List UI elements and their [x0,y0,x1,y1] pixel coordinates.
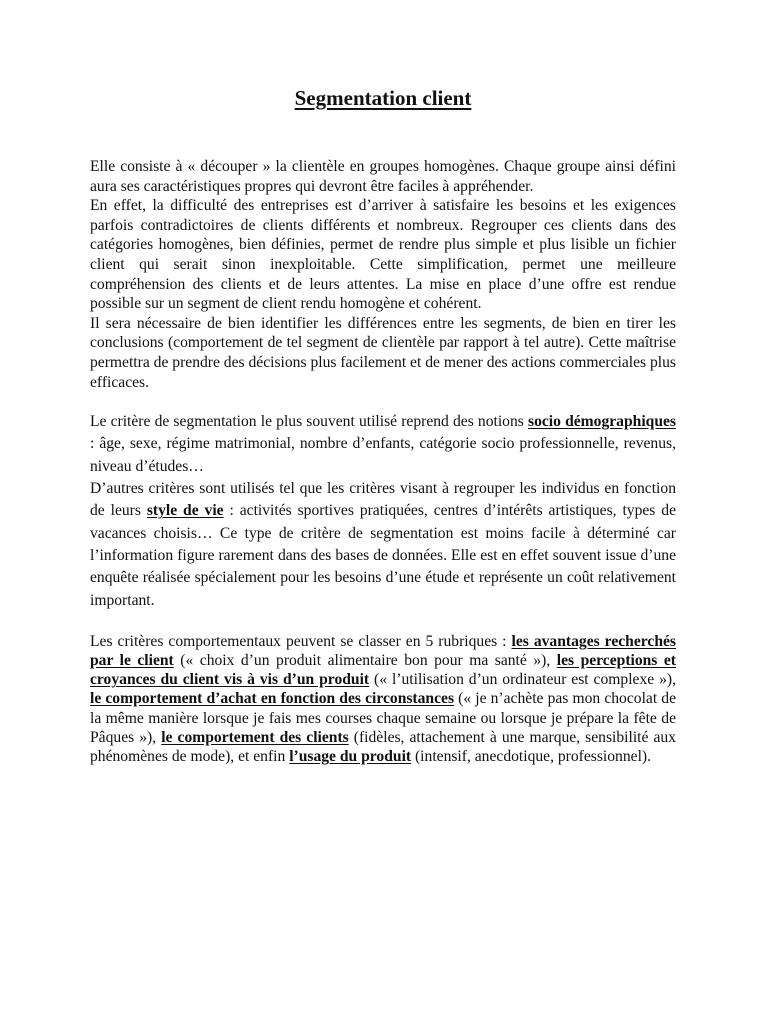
paragraph-definition: Elle consiste à « découper » la clientèle en groupes homogènes. Chaque groupe ainsi défini aura ses caractéristiques propres qui devront être faciles à appréhender. [90,158,676,195]
text-span: (« je n’achète pas mon chocolat de la même manière lorsque je fais mes courses chaque semaine ou lorsque je prépare la fête de Pâques »), [90,690,676,746]
text-span: : âge, sexe, régime matrimonial, nombre d’enfants, catégorie socio professionnelle, revenus, niveau d’études… [90,435,676,475]
keyword-usage-produit: l’usage du produit [289,748,412,766]
text-span: Le critère de segmentation le plus souvent utilisé reprend des notions [90,413,529,431]
paragraph-lifestyle [90,478,676,612]
keyword-avantages: les avantages recherchés par le client [90,632,676,669]
text-span: Les critères comportementaux peuvent se classer en 5 rubriques : [90,632,512,650]
paragraph-difficulty: En effet, la difficulté des entreprises est d’arriver à satisfaire les besoins et les exigences parfois contradictoires de clients différents et nombreux. Regrouper ces clients dans des catégories homogènes, bien définies, permet de rendre plus simple et plus lisible un fichier client qui serait sinon inexploitable. Cette simplification, permet une meilleure compréhension des clients et de leurs attentes. La mise en place d’une offre est rendue possible sur un segment de client rendu homogène et cohérent. [90,197,676,313]
text-span: : activités sportives pratiquées, centres d’intérêts artistiques, types de vacances choisis… Ce type de critère de segmentation est moins facile à déterminé car l’information figure rarement dans des bases de données. Elle est en effet souvent issue d’une enquête réalisée spécialement pour les besoins d’une étude et représente un coût relativement important. [90,502,676,609]
keyword-socio-demographiques: socio démographiques [528,413,676,431]
text-span: (« l’utilisation d’un ordinateur est complexe »), [369,671,676,689]
keyword-style-de-vie: style de vie [146,502,224,520]
paragraph-differences: Il sera nécessaire de bien identifier les différences entre les segments, de bien en tirer les conclusions (comportement de tel segment de clientèle par rapport à tel autre). Cette maîtrise permettra de prendre des décisions plus facilement et de mener des actions commerciales plus efficaces. [90,314,676,391]
keyword-comportement-achat: le comportement d’achat en fonction des circonstances [90,690,455,708]
text-span: (fidèles, attachement à une marque, sensibilité aux phénomènes de mode), et enfin [90,728,676,766]
page-title: Segmentation client [294,86,472,110]
paragraph-socio-demographic [90,411,676,478]
paragraph-behavioral [90,632,676,766]
keyword-comportement-clients: le comportement des clients [161,728,349,746]
document-page [90,86,676,766]
text-span: (« choix d’un produit alimentaire bon pour ma santé »), [173,652,557,669]
text-span: D’autres critères sont utilisés tel que les critères visant à regrouper les individus en fonction de leurs [90,480,676,520]
keyword-perceptions: les perceptions et croyances du client vis à vis d’un produit [90,652,677,689]
text-span: (intensif, anecdotique, professionnel). [411,748,651,766]
